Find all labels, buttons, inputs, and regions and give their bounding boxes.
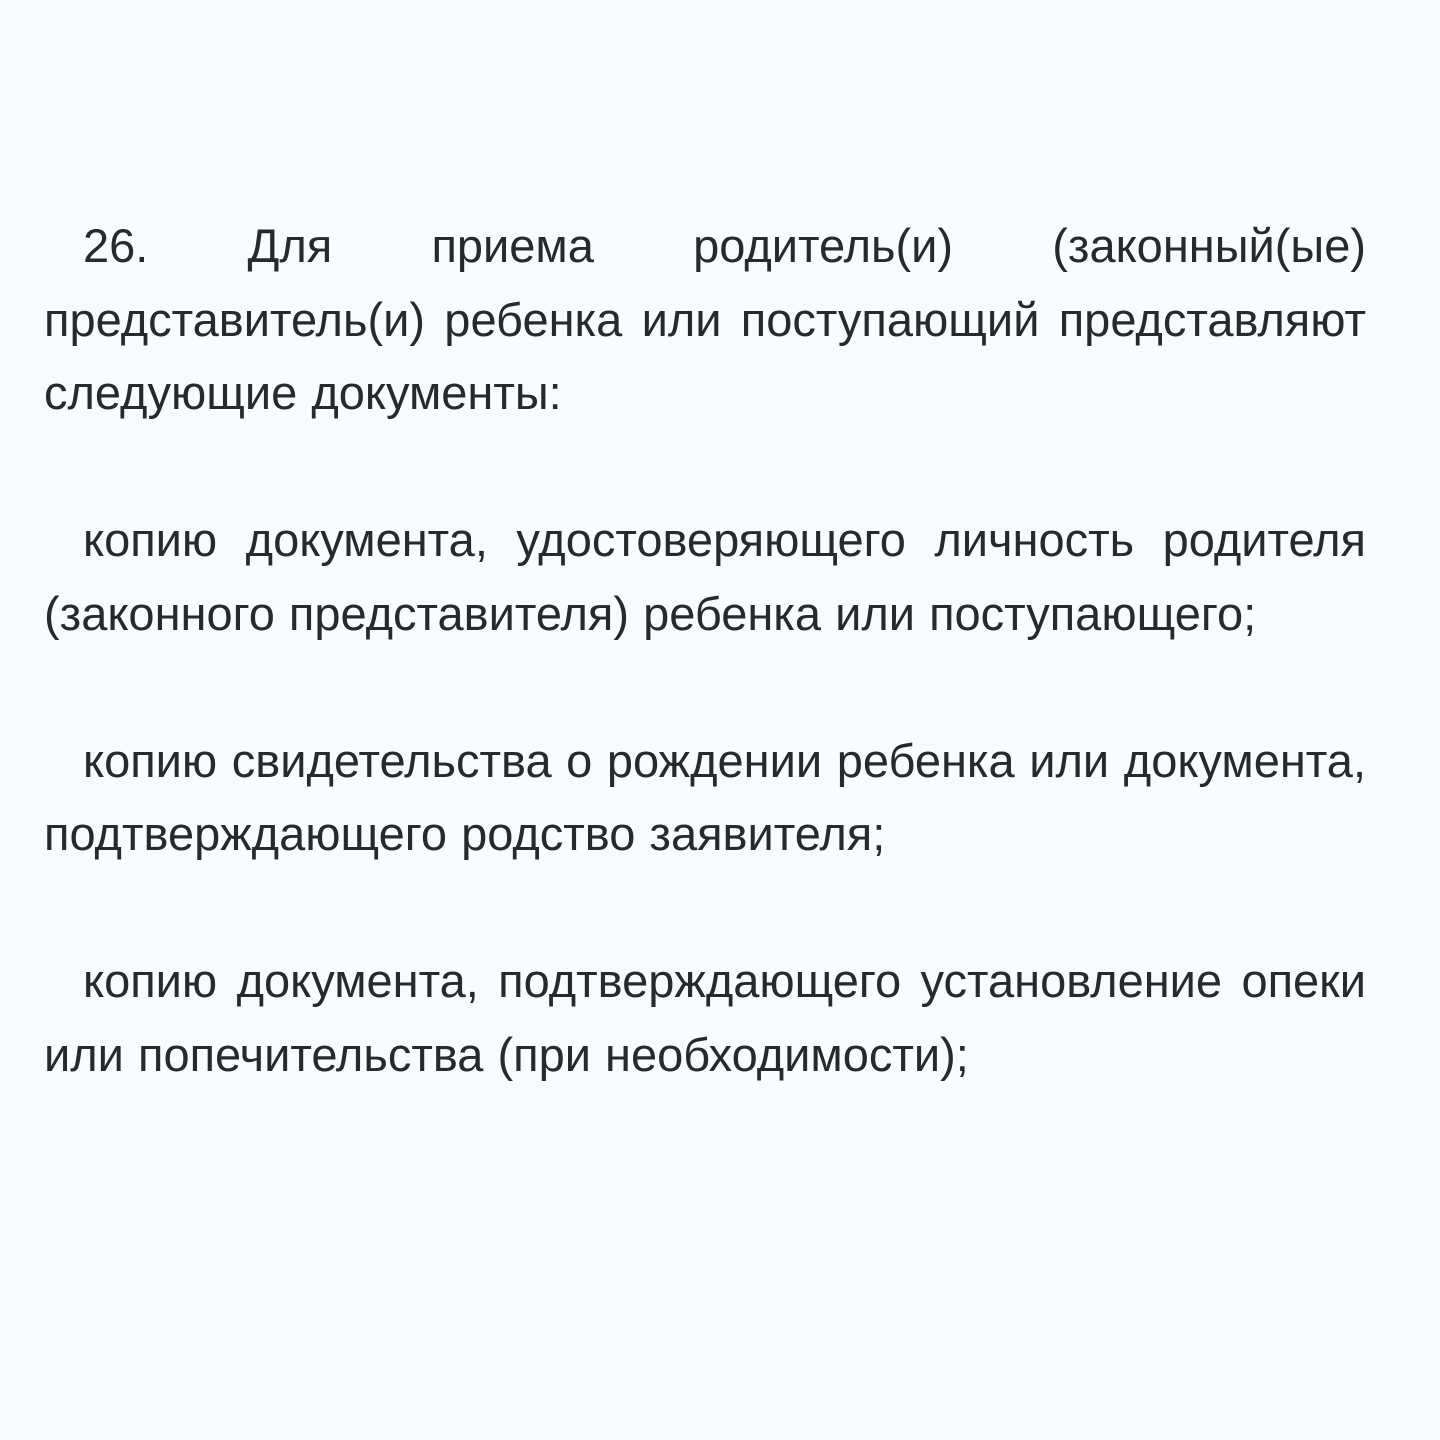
document-text	[44, 209, 1366, 1091]
paragraph-identity-document: копию документа, удостоверяющего личность родителя (законного представителя) ребенка или поступающего;	[44, 513, 1366, 640]
paragraph-birth-certificate: копию свидетельства о рождении ребенка или документа, подтверждающего родство заявителя;	[44, 733, 1366, 860]
paragraph-intro: 26. Для приема родитель(и) (законный(ые) представитель(и) ребенка или поступающий представляют следующие документы:	[44, 219, 1366, 419]
paragraph-guardianship-document: копию документа, подтверждающего установление опеки или попечительства (при необходимости);	[44, 954, 1366, 1081]
